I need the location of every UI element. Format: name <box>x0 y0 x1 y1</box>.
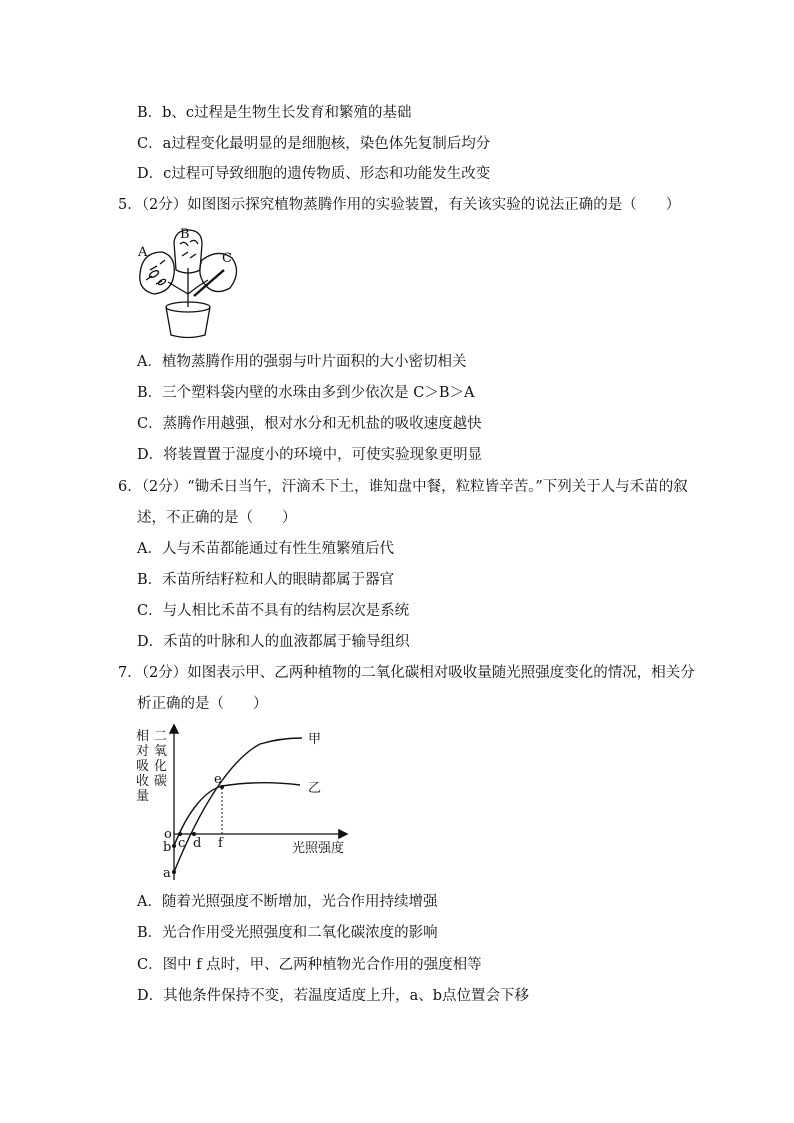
q7-option-b: B．光合作用受光照强度和二氧化碳浓度的影响 <box>137 925 438 941</box>
q7-option-a: A．随着光照强度不断增加，光合作用持续增强 <box>137 894 438 910</box>
ylabelRight-char: 化 <box>154 759 168 774</box>
label-d: d <box>193 836 202 851</box>
label-f: f <box>218 836 223 851</box>
q6-stem-line2: 述，不正确的是（ ） <box>137 510 297 526</box>
y-axis-label-left <box>136 728 149 804</box>
figure-label-c: C <box>222 251 232 266</box>
label-c: c <box>178 836 186 851</box>
q5-option-a: A．植物蒸腾作用的强弱与叶片面积的大小密切相关 <box>137 354 467 370</box>
q5-option-d: D．将装置置于湿度小的环境中，可使实验现象更明显 <box>137 447 483 463</box>
q5-stem: 5．（2分）如图图示探究植物蒸腾作用的实验装置，有关该实验的说法正确的是（ ） <box>118 197 681 213</box>
ylabelLeft-char: 量 <box>136 789 150 804</box>
co2-absorption-chart <box>130 720 360 882</box>
transpiration-apparatus-figure <box>132 224 244 342</box>
label-b: b <box>163 840 172 855</box>
figure-label-a: A <box>138 245 148 260</box>
y-axis-label-right <box>154 729 167 789</box>
ylabelLeft-char: 对 <box>136 744 150 759</box>
ylabelRight-char: 碳 <box>154 774 168 789</box>
q4-option-c: C．a过程变化最明显的是细胞核，染色体先复制后均分 <box>137 136 491 152</box>
q5-option-c: C．蒸腾作用越强，根对水分和无机盐的吸收速度越快 <box>137 416 482 432</box>
point-a <box>172 870 176 874</box>
point-b <box>172 844 176 848</box>
q6-option-c: C．与人相比禾苗不具有的结构层次是系统 <box>137 603 410 619</box>
ylabelLeft-char: 吸 <box>136 759 150 774</box>
q4-option-b: B．b、c过程是生物生长发育和繁殖的基础 <box>137 105 412 121</box>
q5-option-b: B．三个塑料袋内壁的水珠由多到少依次是 C＞B＞A <box>137 385 475 401</box>
figure-label-b: B <box>180 227 190 242</box>
q7-stem-line2: 析正确的是（ ） <box>137 696 268 712</box>
ylabelLeft-char: 收 <box>136 774 150 789</box>
q7-option-d: D．其他条件保持不变，若温度适度上升，a、b点位置会下移 <box>137 988 530 1004</box>
ylabelRight-char: 氧 <box>154 744 168 759</box>
series-jia-label: 甲 <box>308 732 322 747</box>
ylabelRight-char: 二 <box>154 729 168 744</box>
label-a: a <box>163 866 171 881</box>
label-e: e <box>214 772 222 787</box>
x-axis-label: 光照强度 <box>292 841 345 856</box>
q7-option-c: C．图中 f 点时，甲、乙两种植物光合作用的强度相等 <box>137 957 482 973</box>
ylabelLeft-char: 相 <box>136 729 150 744</box>
series-yi-label: 乙 <box>308 781 322 796</box>
label-o: o <box>164 827 172 842</box>
q6-stem-line1: 6．（2分）“锄禾日当午，汗滴禾下土，谁知盘中餐，粒粒皆辛苦。”下列关于人与禾苗的叙 <box>118 479 688 495</box>
q6-option-a: A．人与禾苗都能通过有性生殖繁殖后代 <box>137 541 394 557</box>
q4-option-d: D．c过程可导致细胞的遗传物质、形态和功能发生改变 <box>137 166 491 182</box>
series-jia-curve <box>174 738 302 872</box>
q6-option-b: B．禾苗所结籽粒和人的眼睛都属于器官 <box>137 572 395 588</box>
q6-option-d: D．禾苗的叶脉和人的血液都属于输导组织 <box>137 634 410 650</box>
q7-stem-line1: 7．（2分）如图表示甲、乙两种植物的二氧化碳相对吸收量随光照强度变化的情况，相关分 <box>118 665 695 681</box>
